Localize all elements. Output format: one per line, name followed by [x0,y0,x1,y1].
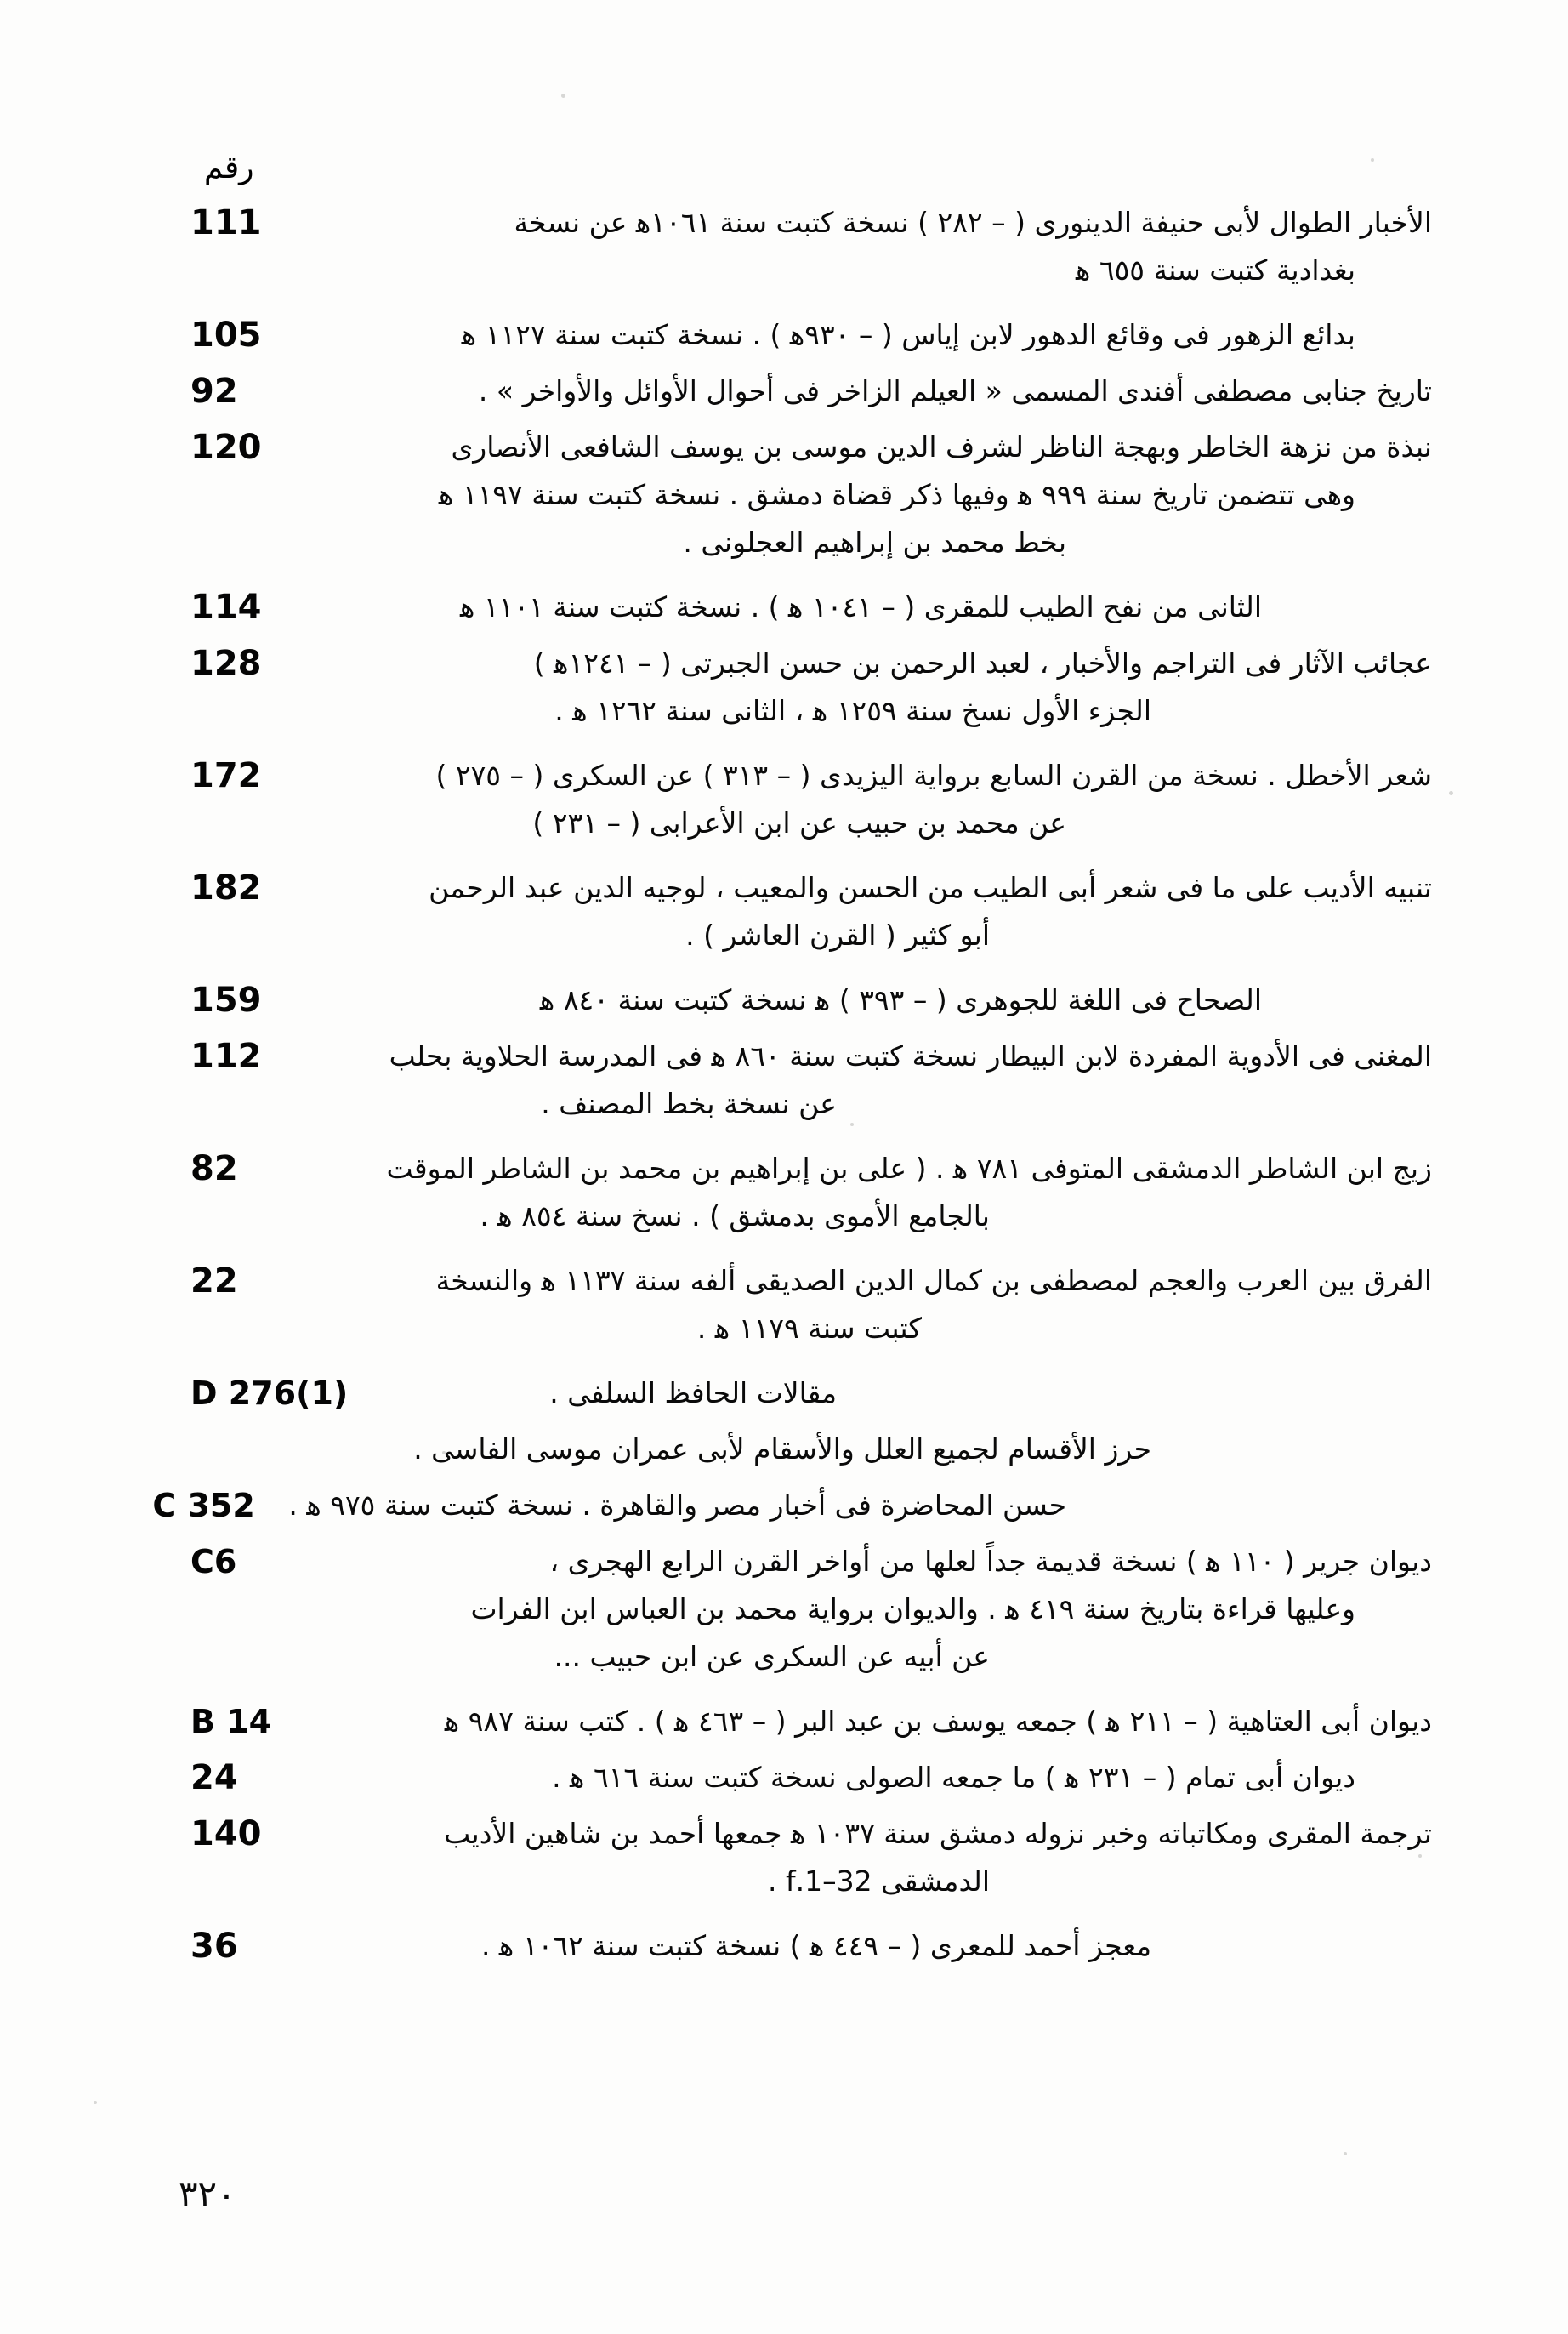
entry-text [348,1369,1432,1417]
entry-line: بالجامع الأموى بدمشق ) . نسخ سنة ٨٥٤ ﻫ . [480,1199,990,1232]
entry-line: ترجمة المقرى ومكاتباته وخبر نزوله دمشق سنة ١٠٣٧ ﻫ جمعها أحمد بن شاهين الأديب [444,1817,1432,1850]
entry-line: بدائع الزهور فى وقائع الدهور لابن إياس ( – ٩٣٠ﻫ ) . نسخة كتبت سنة ١١٢٧ ﻫ [461,318,1355,351]
entry-number: B 14 [190,1703,272,1740]
entry-line: الفرق بين العرب والعجم لمصطفى بن كمال الدين الصديقى ألفه سنة ١١٣٧ ﻫ والنسخة [435,1264,1432,1297]
entry-number: 92 [190,372,238,411]
entry-text [291,1754,1432,1802]
entry-text [291,1033,1432,1128]
entry-text [291,424,1432,566]
catalogue-entry [187,1257,1432,1352]
entry-number: 172 [190,756,262,795]
entry-line: كتبت سنة ١١٧٩ ﻫ . [696,1312,922,1345]
catalogue-body [152,151,1432,2232]
entry-line: المغنى فى الأدوية المفردة لابن البيطار نسخة كتبت سنة ٨٦٠ ﻫ فى المدرسة الحلاوية بحلب [389,1039,1432,1073]
entry-line: عن نسخة بخط المصنف . [541,1087,837,1120]
entry-line: زيج ابن الشاطر الدمشقى المتوفى ٧٨١ ﻫ . ( على بن إبراهيم بن محمد بن الشاطر الموقت [386,1152,1432,1185]
entry-line: شعر الأخطل . نسخة من القرن السابع برواية اليزيدى ( – ٣١٣ ) عن السكرى ( – ٢٧٥ ) [435,759,1432,792]
page-number: ٣٢٠ [179,2173,236,2215]
scan-speck [94,2101,97,2104]
catalogue-entry [187,1754,1432,1802]
catalogue-entry [187,367,1432,415]
entry-line: تاريخ جنابى مصطفى أفندى المسمى « العيلم الزاخر فى أحوال الأوائل والأواخر » . [478,374,1432,407]
catalogue-entry [187,424,1432,566]
entry-number: C6 [190,1543,237,1580]
column-header [187,153,1432,184]
catalogue-entry [187,311,1432,359]
entry-line: ديوان أبى تمام ( – ٢٣١ ﻫ ) ما جمعه الصولى نسخة كتبت سنة ٦١٦ ﻫ . [552,1761,1355,1794]
entry-text [291,367,1432,415]
entry-text [291,864,1432,959]
entry-text [291,1810,1432,1905]
catalogue-entry [187,1922,1432,1970]
entry-text [291,640,1432,735]
entry-number: 111 [190,203,262,242]
entry-line: حسن المحاضرة فى أخبار مصر والقاهرة . نسخة كتبت سنة ٩٧٥ ﻫ . [288,1489,1066,1522]
catalogue-entry [187,976,1432,1024]
entry-line: الجزء الأول نسخ سنة ١٢٥٩ ﻫ ، الثانى سنة ١٢٦٢ ﻫ . [554,694,1151,727]
entry-number: 24 [190,1758,238,1797]
entry-number: 105 [190,316,262,355]
entry-text [327,1538,1432,1681]
entry-text [291,1257,1432,1352]
entry-number: 82 [190,1149,238,1188]
catalogue-entry [187,1698,1432,1745]
entry-line: الصحاح فى اللغة للجوهرى ( – ٣٩٣ ) ﻫ نسخة كتبت سنة ٨٤٠ ﻫ [539,983,1262,1016]
catalogue-entry [187,752,1432,847]
entry-number: 112 [190,1037,262,1076]
catalogue-entry [187,1145,1432,1240]
catalogue-entry [187,584,1432,631]
column-header-label: رقم [204,151,254,185]
catalogue-entry [187,640,1432,735]
entry-text [327,1426,1432,1473]
entry-line: الدمشقى 32–1.f . [768,1864,990,1898]
catalogue-entry [187,1810,1432,1905]
entry-line: نبذة من نزهة الخاطر وبهجة الناظر لشرف الدين موسى بن يوسف الشافعى الأنصارى [451,430,1432,464]
entry-line: أبو كثير ( القرن العاشر ) . [685,919,990,952]
entry-line: وعليها قراءة بتاريخ سنة ٤١٩ ﻫ . والديوان برواية محمد بن العباس ابن الفرات [470,1592,1355,1625]
entry-line: الأخبار الطوال لأبى حنيفة الدينورى ( – ٢٨٢ ) نسخة كتبت سنة ١٠٦١ﻫ عن نسخة [514,206,1432,239]
entry-number: 120 [190,428,262,467]
entry-line: بخط محمد بن إبراهيم العجلونى . [683,526,1066,559]
scan-speck [1449,791,1453,795]
entry-number: 128 [190,644,262,683]
entry-text [291,976,1432,1024]
entry-number: C 352 [152,1487,255,1524]
entry-text [291,752,1432,847]
entry-line: عن أبيه عن السكرى عن ابن حبيب ... [554,1640,990,1673]
entry-line: ديوان جرير ( ١١٠ ﻫ ) نسخة قديمة جداً لعلها من أواخر القرن الرابع الهجرى ، [549,1545,1432,1578]
entry-text [327,1698,1432,1745]
catalogue-entry [187,1369,1432,1417]
catalogue-entry [152,1482,1432,1529]
entry-line: الثانى من نفح الطيب للمقرى ( – ١٠٤١ ﻫ ) . نسخة كتبت سنة ١١٠١ ﻫ [459,590,1262,623]
entry-line: مقالات الحافظ السلفى . [549,1376,837,1409]
entry-text [291,1145,1432,1240]
entry-number: 140 [190,1814,262,1853]
catalogue-entry [187,1033,1432,1128]
entry-text [291,311,1432,359]
entry-line: بغدادية كتبت سنة ٦٥٥ ﻫ [1075,253,1355,287]
entry-number: 182 [190,868,262,908]
entry-line: عن محمد بن حبيب عن ابن الأعرابى ( – ٢٣١ ) [532,806,1066,840]
entry-number: 114 [190,588,262,627]
catalogue-entry [187,1538,1432,1681]
catalogue-entry [187,1426,1432,1473]
entry-line: تنبيه الأديب على ما فى شعر أبى الطيب من الحسن والمعيب ، لوجيه الدين عبد الرحمن [429,871,1432,904]
entry-line: عجائب الآثار فى التراجم والأخبار ، لعبد الرحمن بن حسن الجبرتى ( – ١٢٤١ﻫ ) [533,646,1432,680]
entry-text [291,1922,1432,1970]
entry-line: معجز أحمد للمعرى ( – ٤٤٩ ﻫ ) نسخة كتبت سنة ١٠٦٢ ﻫ . [480,1929,1151,1962]
catalogue-entry [187,864,1432,959]
entry-text [288,1482,1432,1529]
entry-number: 159 [190,981,262,1020]
entry-line: حرز الأقسام لجميع العلل والأسقام لأبى عمران موسى الفاسى . [413,1432,1151,1466]
catalogue-entry [187,199,1432,294]
entry-number: 36 [190,1927,238,1966]
entry-line: وهى تتضمن تاريخ سنة ٩٩٩ ﻫ وفيها ذكر قضاة دمشق . نسخة كتبت سنة ١١٩٧ ﻫ [438,478,1355,511]
folio [0,2173,1568,2215]
entry-line: ديوان أبى العتاهية ( – ٢١١ ﻫ ) جمعه يوسف بن عبد البر ( – ٤٦٣ ﻫ ) . كتب سنة ٩٨٧ ﻫ [444,1705,1432,1738]
scan-speck [561,94,565,98]
entry-number: 22 [190,1261,238,1301]
entry-text [291,584,1432,631]
entry-text [291,199,1432,294]
entry-number: D 276(1) [190,1375,349,1412]
